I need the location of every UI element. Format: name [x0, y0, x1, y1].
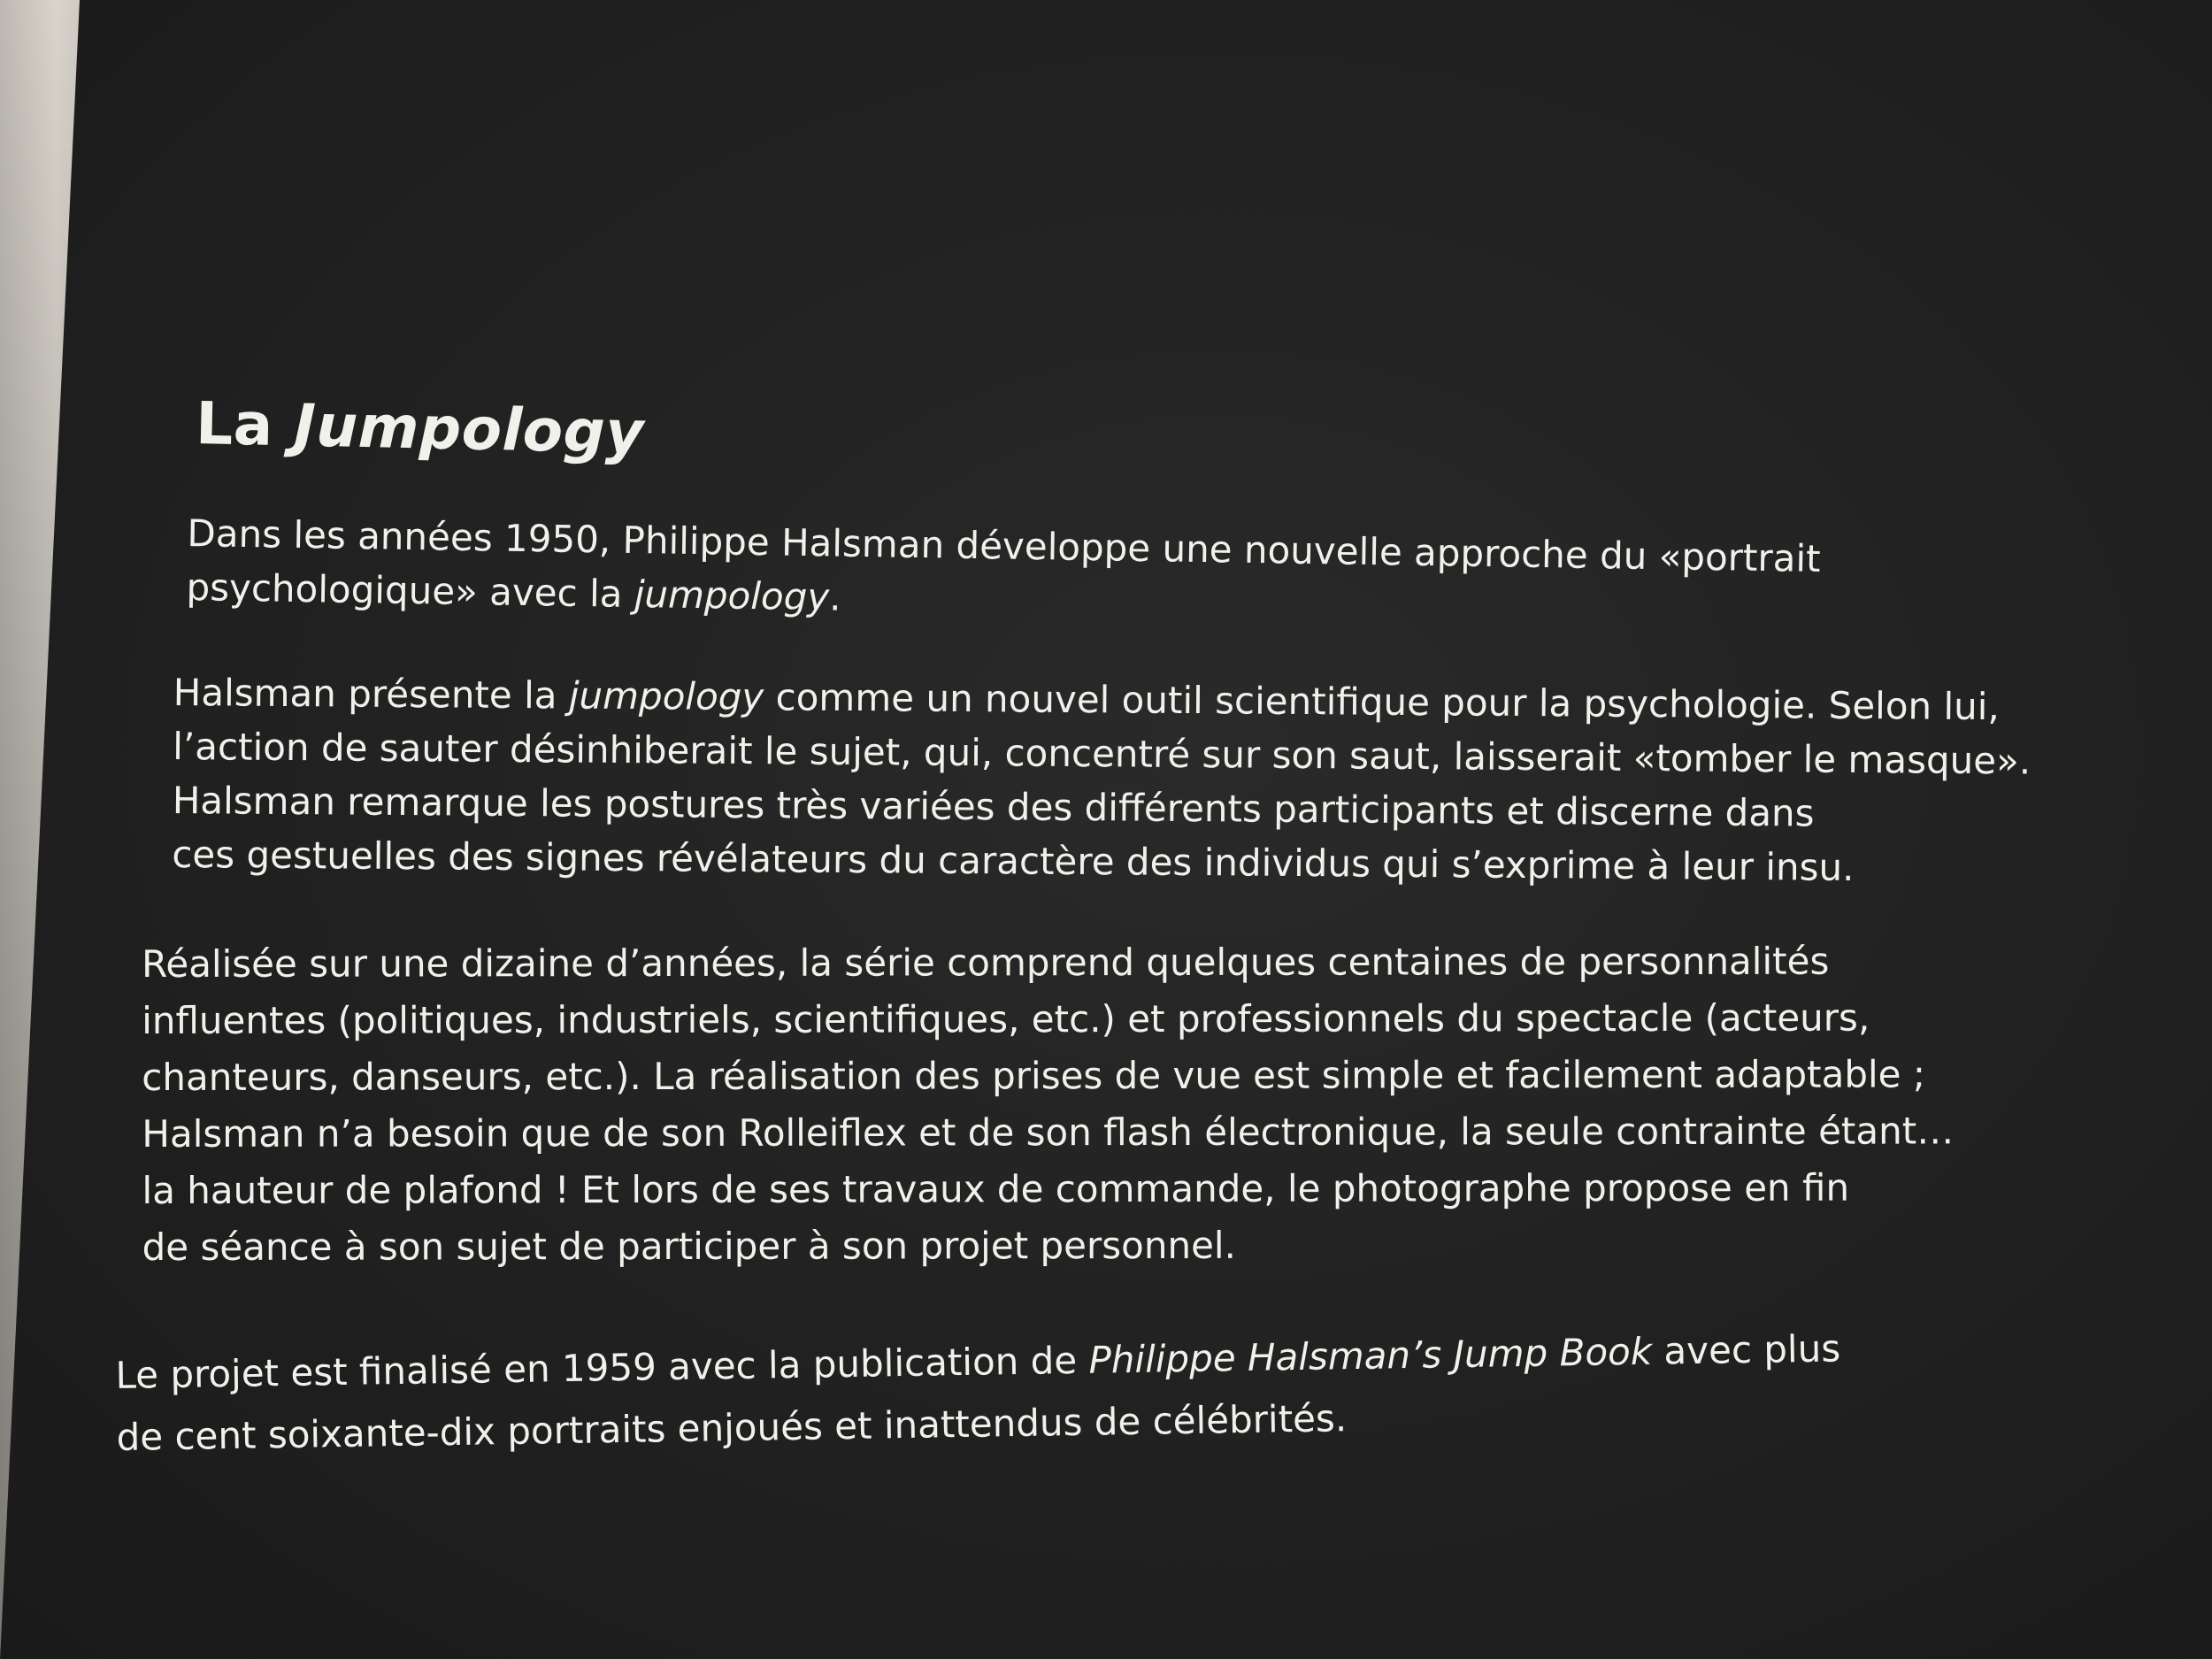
paragraph-line: de cent soixante-dix portraits enjoués et inattendus de célébrités.: [116, 1396, 1348, 1459]
text-run: psychologique» avec la: [186, 565, 635, 616]
paragraph-line: la hauteur de plafond ! Et lors de ses travaux de commande, le photographe propose en fin: [142, 1165, 1850, 1212]
book-title: Philippe Halsman’s Jump Book: [1088, 1329, 1653, 1382]
paragraph-intro: [186, 506, 1821, 640]
paragraph-line: de séance à son sujet de participer à son projet personnel.: [142, 1223, 1236, 1269]
text-run: .: [828, 575, 841, 619]
paragraph-line: chanteurs, danseurs, etc.). La réalisation des prises de vue est simple et facilement adaptable ;: [142, 1052, 1926, 1099]
paragraph-line: Halsman remarque les postures très variées des différents participants et discerne dans: [172, 778, 1815, 835]
paragraph-series: [142, 933, 1954, 1276]
paragraph-line: Réalisée sur une dizaine d’années, la série comprend quelques centaines de personnalités: [142, 939, 1830, 986]
paragraph-line: influentes (politiques, industriels, scientifiques, etc.) et professionnels du spectacle (acteurs,: [142, 995, 1870, 1042]
italic-term: jumpology: [634, 572, 830, 619]
paragraph-publication: [115, 1317, 1842, 1469]
title-plain: La: [195, 389, 296, 460]
paragraph-line: l’action de sauter désinhiberait le sujet, qui, concentré sur son saut, laisserait «tomber le masque».: [173, 724, 2032, 783]
paragraph-line: Dans les années 1950, Philippe Halsman développe une nouvelle approche du «portrait: [187, 511, 1822, 580]
italic-term: jumpology: [568, 673, 764, 719]
paragraph-line: Halsman n’a besoin que de son Rolleiflex et de son flash électronique, la seule contrainte étant…: [142, 1109, 1955, 1156]
text-run: comme un nouvel outil scientifique pour la psychologie. Selon lui,: [764, 675, 2000, 729]
panel-title: [195, 389, 644, 467]
paragraph-line: ces gestuelles des signes révélateurs du caractère des individus qui s’exprime à leur insu.: [172, 832, 1855, 889]
text-run: Le projet est finalisé en 1959 avec la publication de: [115, 1338, 1089, 1397]
title-italic: Jumpology: [293, 391, 645, 467]
text-run: avec plus: [1651, 1326, 1841, 1373]
text-run: Halsman présente la: [173, 670, 570, 718]
paragraph-method: [172, 665, 2032, 895]
